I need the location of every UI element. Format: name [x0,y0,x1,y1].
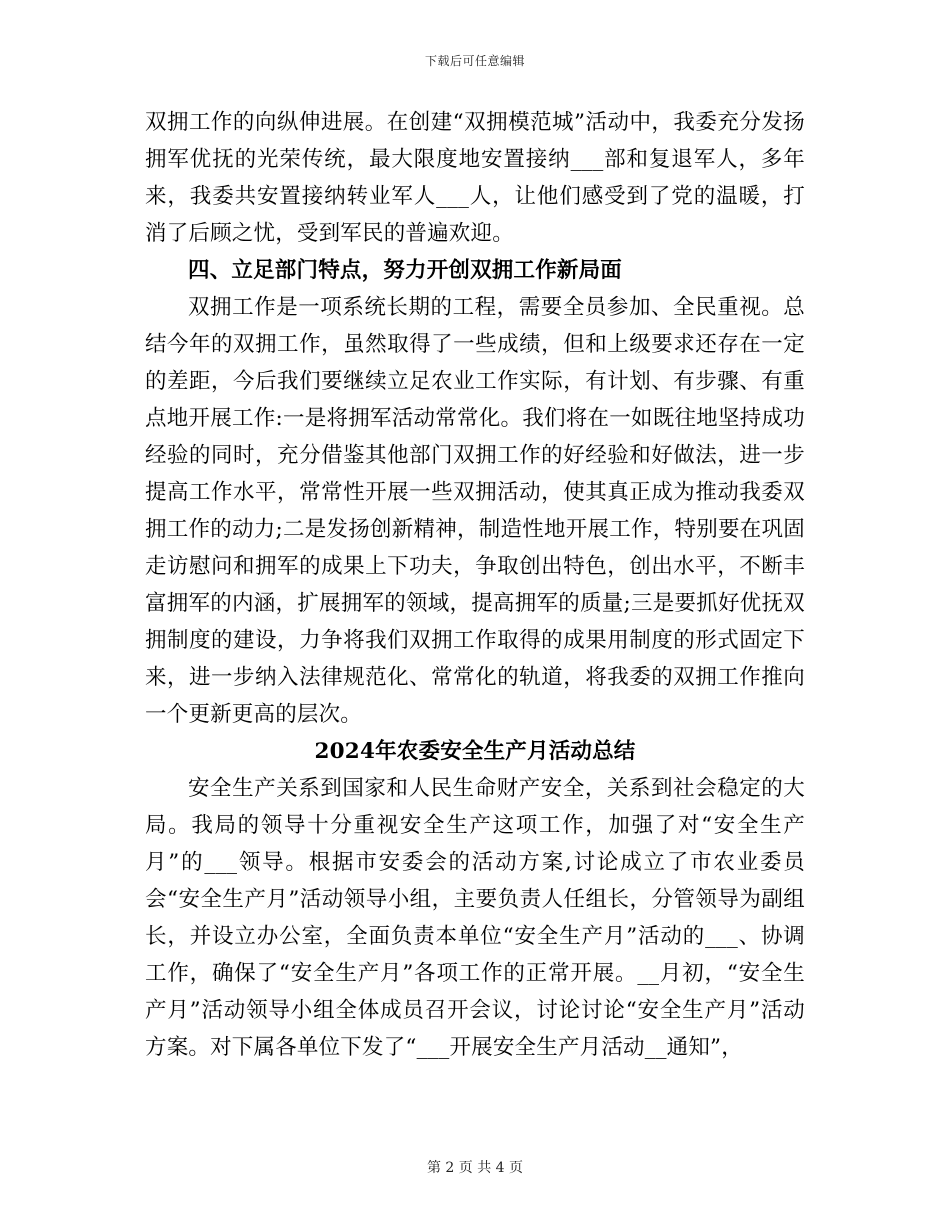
page-footer-number: 第 2 页 共 4 页 [426,1160,524,1176]
document-title: 2024年农委安全生产月活动总结 [314,739,636,764]
document-body [145,104,805,1066]
page-header-note: 下载后可任意编辑 [424,54,525,68]
body-paragraph-1: 双拥工作的向纵伸进展。在创建“双拥模范城”活动中，我委充分发扬拥军优抚的光荣传统，最大限度地安置接纳___部和复退军人，多年来，我委共安置接纳转业军人___人，让他们感受到了党的温暖，打消了后顾之忧，受到军民的普遍欢迎。 [145,110,805,246]
section-heading-4: 四、立足部门特点，努力开创双拥工作新局面 [188,258,623,283]
body-paragraph-2: 双拥工作是一项系统长期的工程，需要全员参加、全民重视。总结今年的双拥工作，虽然取得了一些成绩，但和上级要求还存在一定的差距，今后我们要继续立足农业工作实际，有计划、有步骤、有重点地开展工作:一是将拥军活动常常化。我们将在一如既往地坚持成功经验的同时，充分借鉴其他部门双拥工作的好经验和好做法，进一步提高工作水平，常常性开展一些双拥活动，使其真正成为推动我委双拥工作的动力;二是发扬创新精神，制造性地开展工作，特别要在巩固走访慰问和拥军的成果上下功夫，争取创出特色，创出水平，不断丰富拥军的内涵，扩展拥军的领域，提高拥军的质量;三是要抓好优抚双拥制度的建设，力争将我们双拥工作取得的成果用制度的形式固定下来，进一步纳入法律规范化、常常化的轨道，将我委的双拥工作推向一个更新更高的层次。 [145,295,805,727]
body-paragraph-3: 安全生产关系到国家和人民生命财产安全，关系到社会稳定的大局。我局的领导十分重视安全生产这项工作，加强了对“安全生产月”的___领导。根据市安委会的活动方案,讨论成立了市农业委员会“安全生产月”活动领导小组，主要负责人任组长，分管领导为副组长，并设立办公室，全面负责本单位“安全生产月”活动的___、协调工作，确保了“安全生产月”各项工作的正常开展。__月初，“安全生产月”活动领导小组全体成员召开会议，讨论讨论“安全生产月”活动方案。对下属各单位下发了“___开展安全生产月活动__通知”， [145,776,805,1060]
